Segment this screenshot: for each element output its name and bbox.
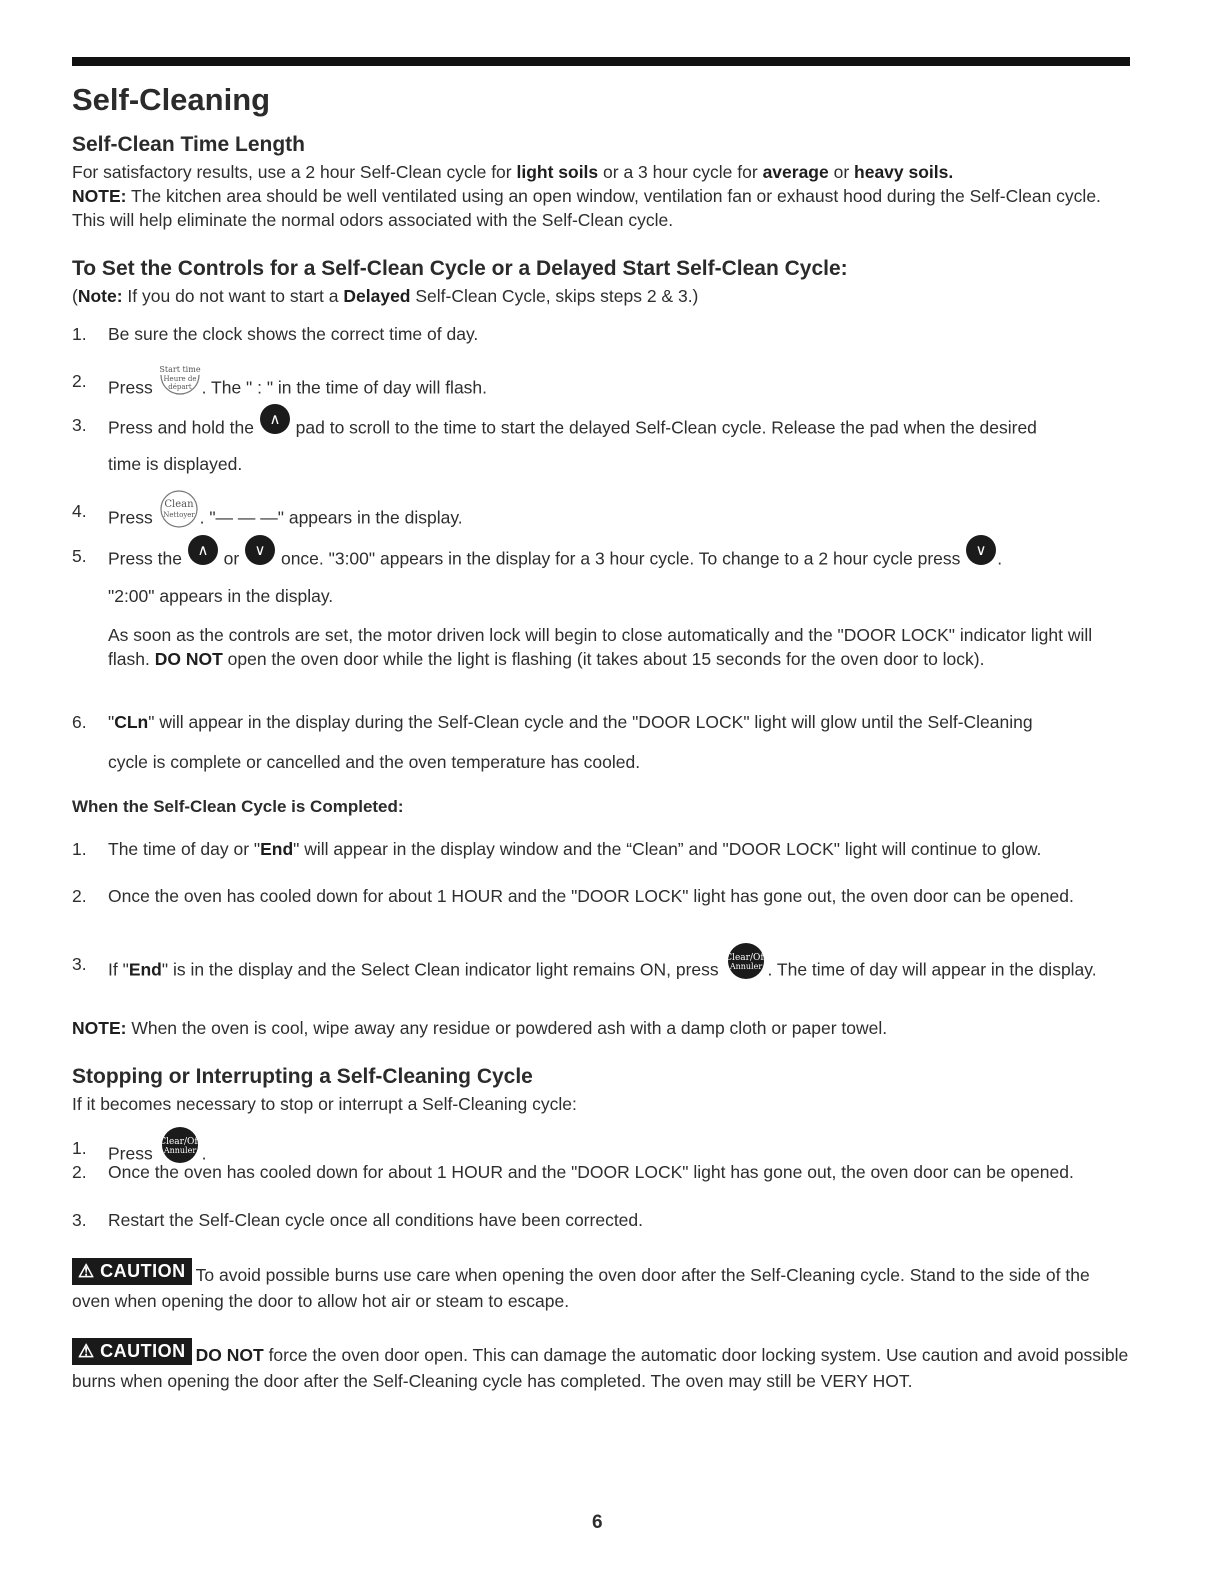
- svg-text:Nettoyer: Nettoyer: [162, 511, 195, 519]
- caution-force: ⚠ CAUTION DO NOT force the oven door open. This can damage the automatic door locking system. Use caution and avoid possible burns when opening the door after the Self-Cleaning cycle has completed. The oven may still be VERY HOT.: [72, 1342, 1130, 1393]
- step-text: "CLn" will appear in the display during the Self-Clean cycle and the "DOOR LOCK" light will glow until the Self-Cleaning: [108, 712, 1033, 732]
- step-text-continued: cycle is complete or cancelled and the oven temperature has cooled.: [108, 752, 641, 772]
- step-text-continued: "2:00" appears in the display.: [108, 586, 334, 606]
- clear-off-pad-icon: [724, 942, 768, 980]
- clean-pad-icon: [158, 489, 200, 529]
- step-text: Press the ∧ or ∨ once. "3:00" appears in the display for a 3 hour cycle. To change to a 2 hour cycle press ∨ .: [108, 544, 1130, 576]
- step-text: Press Start time Heure de départ . The " : " in the time of day will flash.: [108, 369, 1130, 409]
- step-text: The time of day or "End" will appear in the display window and the “Clean” and "DOOR LOCK" light will continue to glow.: [108, 839, 1042, 859]
- svg-text:départ: départ: [167, 383, 192, 391]
- section-heading-time-length: Self-Clean Time Length: [72, 133, 305, 156]
- section-heading-completed: When the Self-Clean Cycle is Completed:: [72, 797, 404, 816]
- stopping-intro: If it becomes necessary to stop or interrupt a Self-Cleaning cycle:: [72, 1094, 577, 1114]
- step-number: 1.: [72, 324, 87, 344]
- up-arrow-pad-icon: [187, 534, 219, 566]
- section-heading-stopping: Stopping or Interrupting a Self-Cleaning Cycle: [72, 1065, 533, 1088]
- delayed-note: (Note: If you do not want to start a Delayed Self-Clean Cycle, skips steps 2 & 3.): [72, 286, 699, 306]
- caution-burns: ⚠ CAUTION To avoid possible burns use care when opening the oven door after the Self-Cleaning cycle. Stand to the side of the oven when opening the door to allow hot air or steam to escape.: [72, 1262, 1130, 1313]
- up-arrow-pad-icon: [259, 403, 291, 435]
- svg-text:∨: ∨: [975, 541, 987, 559]
- step-number: 3.: [72, 1210, 87, 1230]
- step-number: 2.: [72, 886, 87, 906]
- clear-off-pad-icon: [158, 1126, 202, 1164]
- step-text: If "End" is in the display and the Select Clean indicator light remains ON, press Clear/Off Annuler . The time of day will appear in the display.: [108, 952, 1130, 990]
- time-length-paragraph: For satisfactory results, use a 2 hour Self-Clean cycle for light soils or a 3 hour cycle for average or heavy soils.: [72, 162, 954, 182]
- step-number: 3.: [72, 415, 87, 435]
- step-text: Be sure the clock shows the correct time of day.: [108, 324, 479, 344]
- start-time-pad-icon: [158, 359, 202, 399]
- step-text-continued: time is displayed.: [108, 454, 243, 474]
- step-text: Restart the Self-Clean cycle once all conditions have been corrected.: [108, 1210, 644, 1230]
- svg-text:Clear/Off: Clear/Off: [724, 953, 767, 963]
- down-arrow-pad-icon: [965, 534, 997, 566]
- svg-text:∧: ∧: [197, 541, 209, 559]
- ventilation-note: NOTE: The kitchen area should be well ventilated using an open window, ventilation fan or exhaust hood during the Self-Clean cycle. This will help eliminate the normal odors associated with the Self-Clean cycle.: [72, 186, 1101, 230]
- step-number: 1.: [72, 839, 87, 859]
- step-text: Press and hold the ∧ pad to scroll to the time to start the delayed Self-Clean cycle. Release the pad when the desired: [108, 413, 1130, 445]
- ash-note: NOTE: When the oven is cool, wipe away any residue or powdered ash with a damp cloth or paper towel.: [72, 1018, 888, 1038]
- step-number: 6.: [72, 712, 87, 732]
- door-lock-paragraph: As soon as the controls are set, the motor driven lock will begin to close automatically and the "DOOR LOCK" indicator light will flash. DO NOT open the oven door while the light is flashing (it takes about 15 seconds for the oven door to lock).: [108, 625, 1093, 669]
- step-number: 3.: [72, 954, 87, 974]
- step-number: 2.: [72, 371, 87, 391]
- svg-text:Clean: Clean: [164, 499, 194, 510]
- page-number: 6: [592, 1512, 603, 1533]
- svg-text:Clear/Off: Clear/Off: [158, 1137, 201, 1147]
- svg-text:∨: ∨: [254, 541, 266, 559]
- down-arrow-pad-icon: [244, 534, 276, 566]
- caution-badge: ⚠ CAUTION: [72, 1338, 192, 1365]
- step-number: 5.: [72, 546, 87, 566]
- svg-text:∧: ∧: [269, 410, 281, 428]
- top-rule: [72, 57, 1130, 66]
- step-text: Once the oven has cooled down for about 1 HOUR and the "DOOR LOCK" light has gone out, the oven door can be opened.: [108, 886, 1074, 906]
- step-number: 2.: [72, 1162, 87, 1182]
- svg-text:Annuler: Annuler: [729, 962, 762, 971]
- svg-text:Heure de: Heure de: [163, 375, 197, 383]
- section-heading-set-controls: To Set the Controls for a Self-Clean Cycle or a Delayed Start Self-Clean Cycle:: [72, 257, 848, 280]
- step-number: 1.: [72, 1138, 87, 1158]
- page-title: Self-Cleaning: [72, 82, 271, 117]
- svg-text:Start time: Start time: [159, 365, 201, 374]
- svg-text:Annuler: Annuler: [163, 1146, 196, 1155]
- step-number: 4.: [72, 501, 87, 521]
- step-text: Press Clean Nettoyer . "— — —" appears in the display.: [108, 499, 1130, 539]
- caution-badge: ⚠ CAUTION: [72, 1258, 192, 1285]
- step-text: Press Clear/Off Annuler .: [108, 1136, 1130, 1174]
- step-text: Once the oven has cooled down for about 1 HOUR and the "DOOR LOCK" light has gone out, the oven door can be opened.: [108, 1162, 1074, 1182]
